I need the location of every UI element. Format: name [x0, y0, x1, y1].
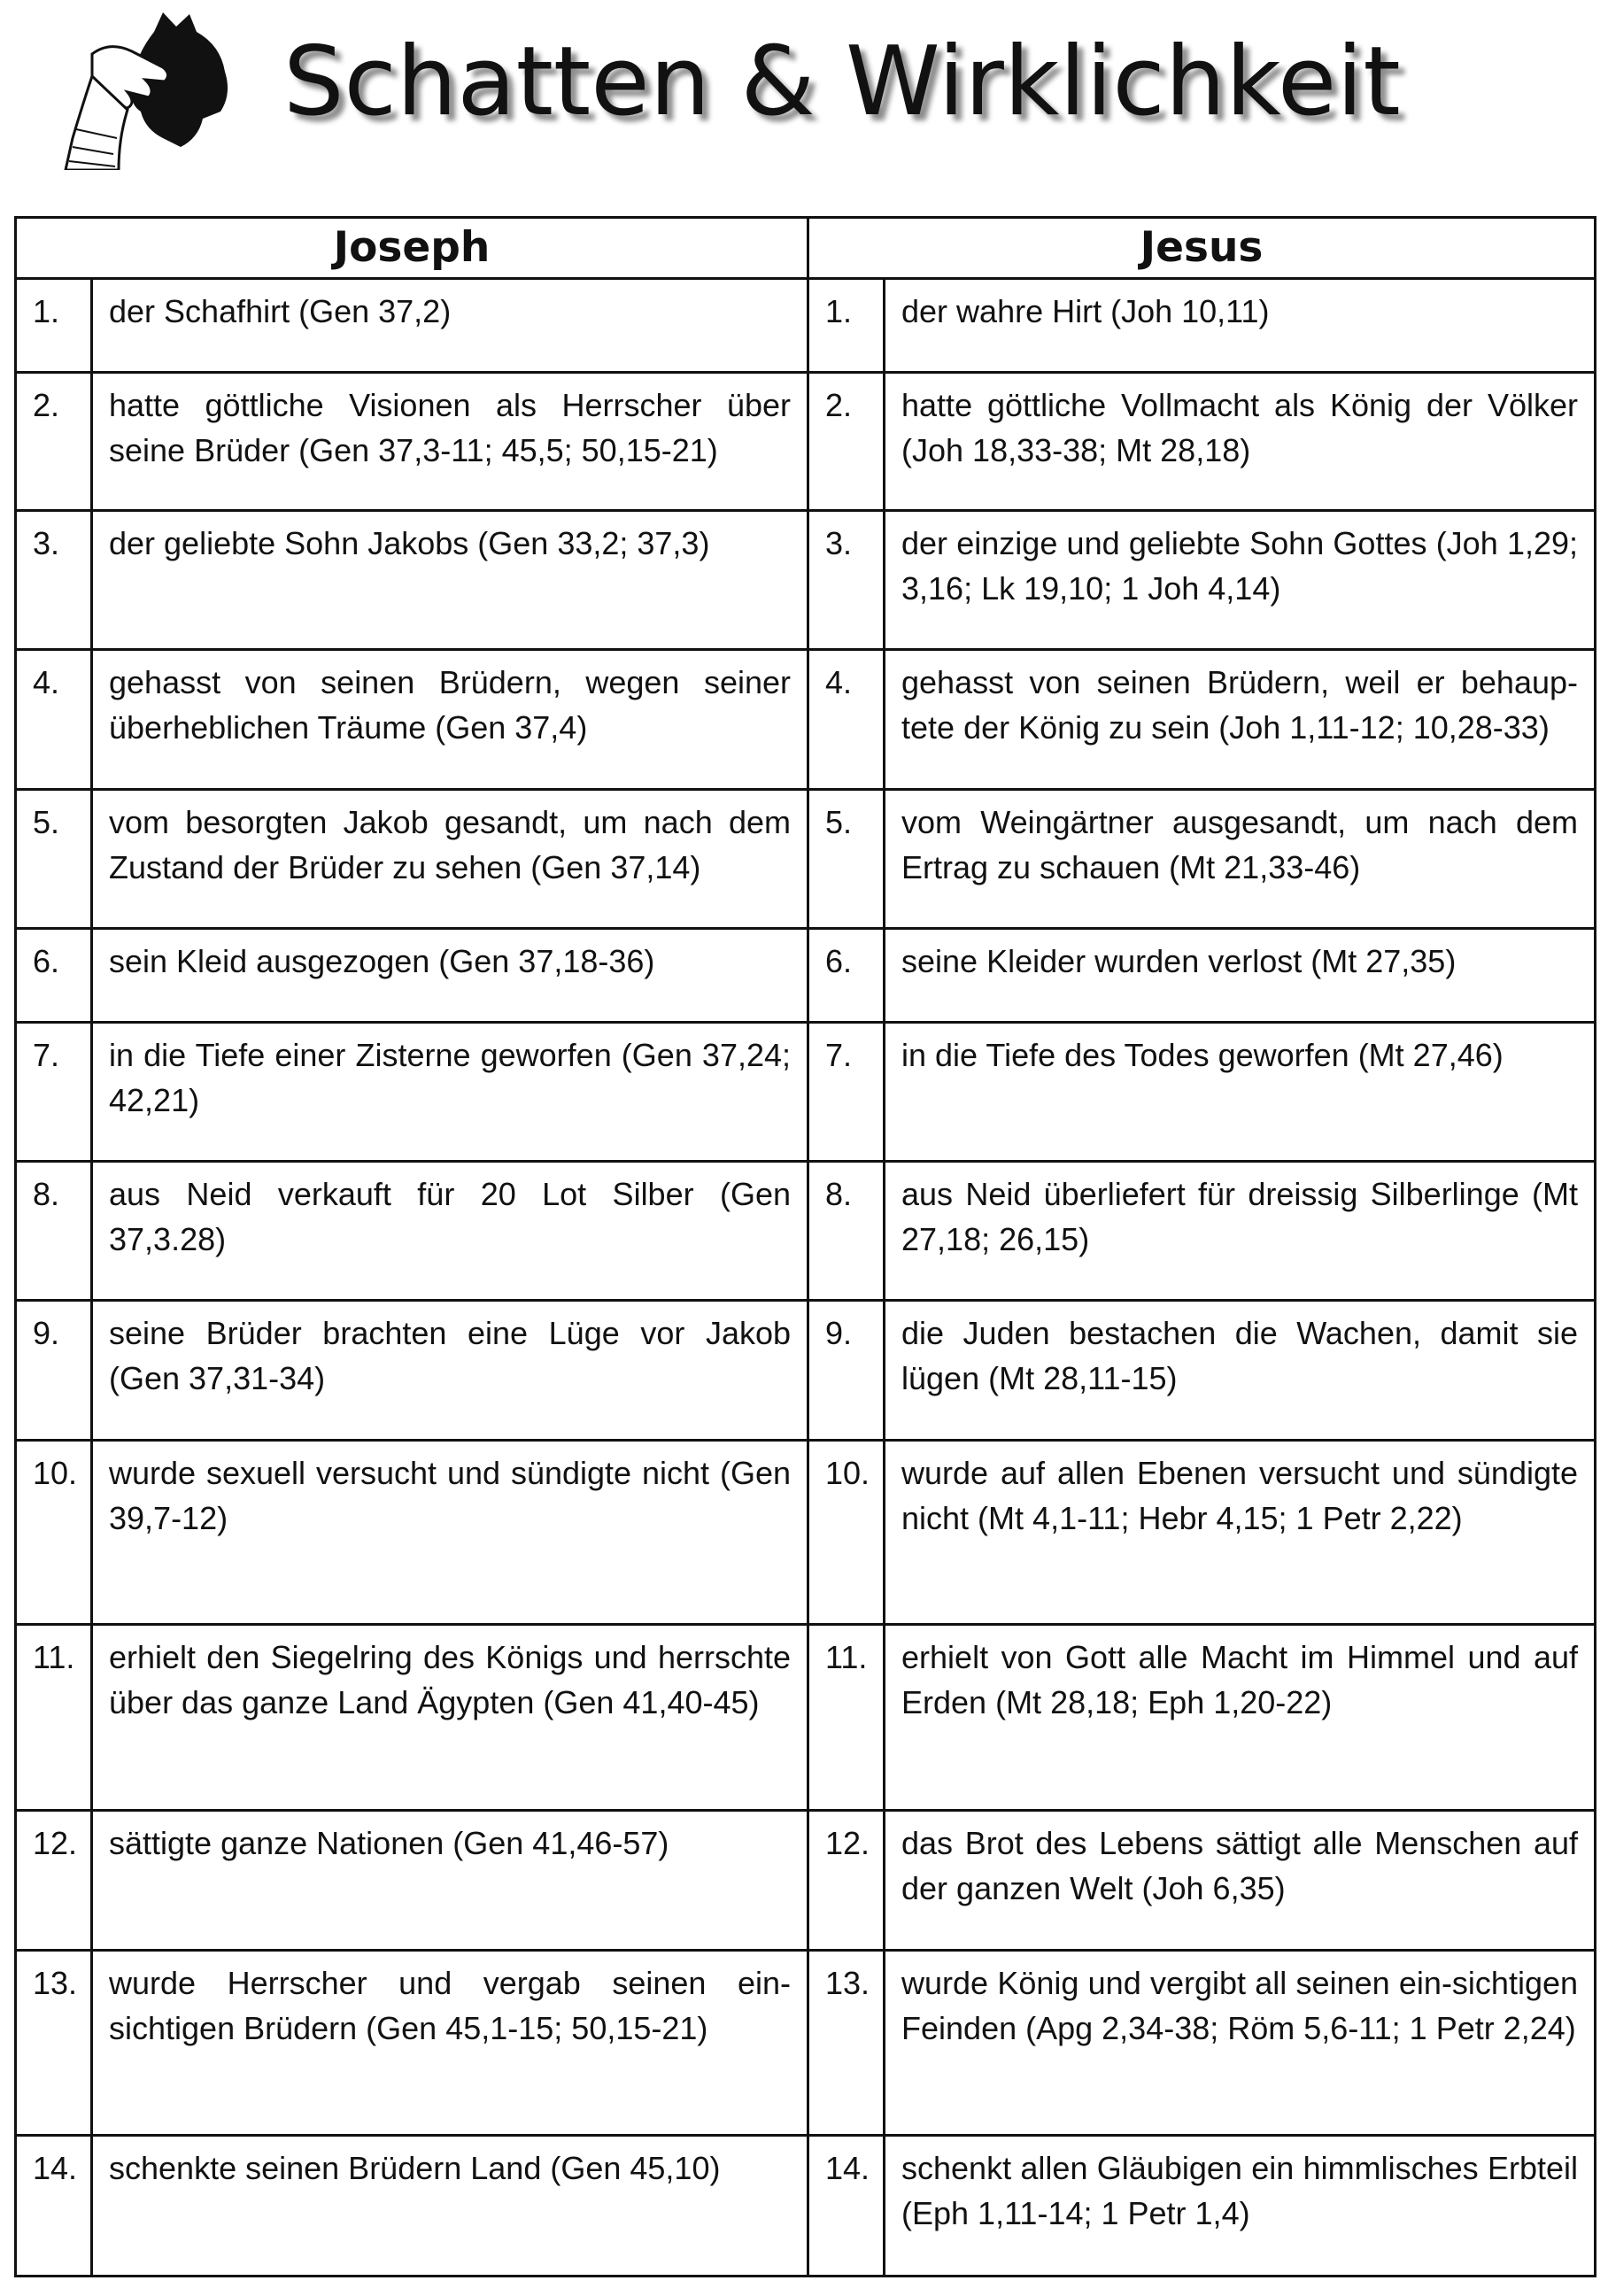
jesus-cell [885, 2136, 1596, 2277]
table-row [16, 1811, 1596, 1951]
row-number-joseph-text: 2. [33, 387, 60, 423]
table-row [16, 1301, 1596, 1441]
joseph-cell [92, 1023, 808, 1162]
row-number-jesus [808, 1162, 885, 1301]
row-number-jesus-text: 8. [825, 1176, 853, 1212]
joseph-cell-text: wurde Herrscher und vergab seinen ein-sichtigen Brüdern (Gen 45,1-15; 50,15-21) [109, 1965, 792, 2046]
joseph-cell-text: vom besorgten Jakob gesandt, um nach dem Zustand der Brüder zu sehen (Gen 37,14) [109, 804, 792, 885]
jesus-cell-text: das Brot des Lebens sättigt alle Menschen auf der ganzen Welt (Joh 6,35) [901, 1825, 1579, 1906]
row-number-joseph [16, 511, 92, 650]
table-row [16, 650, 1596, 790]
jesus-cell-text: aus Neid überliefert für dreissig Silberlinge (Mt 27,18; 26,15) [901, 1176, 1579, 1257]
joseph-cell [92, 1162, 808, 1301]
jesus-cell [885, 279, 1596, 373]
joseph-cell [92, 790, 808, 929]
table-row [16, 1023, 1596, 1162]
jesus-cell [885, 1441, 1596, 1625]
jesus-cell [885, 373, 1596, 511]
joseph-cell-text: gehasst von seinen Brüdern, wegen seiner überheblichen Träume (Gen 37,4) [109, 664, 792, 746]
jesus-cell-text: vom Weingärtner ausgesandt, um nach dem Ertrag zu schauen (Mt 21,33-46) [901, 804, 1579, 885]
jesus-cell-text: schenkt allen Gläubigen ein himmlisches Erbteil (Eph 1,11-14; 1 Petr 1,4) [901, 2150, 1579, 2231]
row-number-jesus-text: 1. [825, 293, 853, 329]
joseph-cell [92, 511, 808, 650]
row-number-joseph-text: 12. [33, 1825, 78, 1861]
row-number-joseph-text: 11. [33, 1639, 75, 1675]
row-number-joseph [16, 790, 92, 929]
jesus-cell-text: wurde König und vergibt all seinen ein-sichtigen Feinden (Apg 2,34-38; Röm 5,6-11; 1 Petr 2,24) [901, 1965, 1579, 2046]
row-number-jesus-text: 5. [825, 804, 853, 840]
row-number-jesus [808, 650, 885, 790]
row-number-jesus [808, 279, 885, 373]
row-number-joseph [16, 373, 92, 511]
table-header-row [16, 218, 1596, 279]
table-row [16, 2136, 1596, 2277]
row-number-joseph [16, 1301, 92, 1441]
row-number-joseph [16, 929, 92, 1023]
row-number-joseph [16, 279, 92, 373]
joseph-cell [92, 373, 808, 511]
jesus-cell [885, 511, 1596, 650]
joseph-cell [92, 1811, 808, 1951]
jesus-cell-text: gehasst von seinen Brüdern, weil er behaup-tete der König zu sein (Joh 1,11-12; 10,28-33) [901, 664, 1579, 746]
row-number-joseph-text: 4. [33, 664, 60, 700]
jesus-cell [885, 1625, 1596, 1811]
row-number-joseph [16, 1441, 92, 1625]
jesus-cell-text: in die Tiefe des Todes geworfen (Mt 27,46) [901, 1037, 1504, 1073]
row-number-joseph [16, 650, 92, 790]
joseph-cell [92, 650, 808, 790]
jesus-cell-text: hatte göttliche Vollmacht als König der Völker (Joh 18,33-38; Mt 28,18) [901, 387, 1579, 468]
row-number-joseph [16, 1023, 92, 1162]
row-number-jesus-text: 11. [825, 1639, 868, 1675]
row-number-jesus [808, 511, 885, 650]
joseph-cell-text: in die Tiefe einer Zisterne geworfen (Gen 37,24; 42,21) [109, 1037, 792, 1118]
jesus-cell [885, 1162, 1596, 1301]
row-number-joseph [16, 1951, 92, 2136]
row-number-jesus-text: 14. [825, 2150, 870, 2186]
jesus-cell [885, 1811, 1596, 1951]
row-number-jesus-text: 7. [825, 1037, 853, 1073]
hand-shadow-puppet-icon [57, 5, 234, 170]
row-number-joseph-text: 10. [33, 1455, 78, 1491]
page-title: Schatten & Wirklichkeit [283, 27, 1401, 137]
jesus-cell-text: die Juden bestachen die Wachen, damit sie lügen (Mt 28,11-15) [901, 1315, 1579, 1396]
jesus-cell [885, 1301, 1596, 1441]
row-number-jesus [808, 1301, 885, 1441]
joseph-cell-text: sättigte ganze Nationen (Gen 41,46-57) [109, 1825, 669, 1861]
table-row [16, 790, 1596, 929]
jesus-cell [885, 929, 1596, 1023]
joseph-cell [92, 1441, 808, 1625]
joseph-cell-text: hatte göttliche Visionen als Herrscher über seine Brüder (Gen 37,3-11; 45,5; 50,15-21) [109, 387, 792, 468]
row-number-jesus-text: 9. [825, 1315, 853, 1351]
joseph-cell-text: der geliebte Sohn Jakobs (Gen 33,2; 37,3) [109, 525, 710, 561]
row-number-jesus [808, 790, 885, 929]
row-number-joseph [16, 1811, 92, 1951]
joseph-cell [92, 929, 808, 1023]
joseph-cell-text: erhielt den Siegelring des Königs und herrschte über das ganze Land Ägypten (Gen 41,40-45) [109, 1639, 792, 1720]
joseph-cell [92, 2136, 808, 2277]
row-number-joseph-text: 5. [33, 804, 60, 840]
row-number-joseph-text: 8. [33, 1176, 60, 1212]
row-number-joseph-text: 14. [33, 2150, 78, 2186]
row-number-joseph-text: 6. [33, 943, 60, 979]
row-number-joseph-text: 13. [33, 1965, 78, 2001]
header-jesus: Jesus [808, 218, 1596, 279]
row-number-joseph-text: 9. [33, 1315, 60, 1351]
row-number-jesus [808, 1441, 885, 1625]
joseph-cell-text: aus Neid verkauft für 20 Lot Silber (Gen 37,3.28) [109, 1176, 792, 1257]
joseph-cell [92, 1625, 808, 1811]
joseph-cell-text: der Schafhirt (Gen 37,2) [109, 293, 452, 329]
row-number-jesus-text: 2. [825, 387, 853, 423]
row-number-jesus [808, 1625, 885, 1811]
row-number-jesus [808, 1951, 885, 2136]
table-row [16, 1625, 1596, 1811]
comparison-table [14, 216, 1596, 2277]
row-number-jesus [808, 1811, 885, 1951]
row-number-joseph-text: 1. [33, 293, 60, 329]
jesus-cell [885, 1023, 1596, 1162]
jesus-cell-text: der einzige und geliebte Sohn Gottes (Joh 1,29; 3,16; Lk 19,10; 1 Joh 4,14) [901, 525, 1579, 607]
table-row [16, 929, 1596, 1023]
table-row [16, 1951, 1596, 2136]
row-number-jesus-text: 3. [825, 525, 853, 561]
jesus-cell-text: erhielt von Gott alle Macht im Himmel und auf Erden (Mt 28,18; Eph 1,20-22) [901, 1639, 1579, 1720]
row-number-jesus [808, 1023, 885, 1162]
row-number-jesus [808, 373, 885, 511]
jesus-cell-text: wurde auf allen Ebenen versucht und sündigte nicht (Mt 4,1-11; Hebr 4,15; 1 Petr 2,22) [901, 1455, 1579, 1536]
jesus-cell-text: der wahre Hirt (Joh 10,11) [901, 293, 1270, 329]
header-joseph: Joseph [16, 218, 808, 279]
row-number-joseph [16, 2136, 92, 2277]
row-number-joseph [16, 1162, 92, 1301]
row-number-jesus-text: 4. [825, 664, 853, 700]
joseph-cell [92, 1951, 808, 2136]
joseph-cell-text: wurde sexuell versucht und sündigte nicht (Gen 39,7-12) [109, 1455, 792, 1536]
jesus-cell [885, 1951, 1596, 2136]
joseph-cell-text: seine Brüder brachten eine Lüge vor Jakob (Gen 37,31-34) [109, 1315, 792, 1396]
jesus-cell [885, 790, 1596, 929]
joseph-cell [92, 1301, 808, 1441]
table-row [16, 1162, 1596, 1301]
jesus-cell [885, 650, 1596, 790]
row-number-joseph-text: 3. [33, 525, 60, 561]
table-row [16, 279, 1596, 373]
joseph-cell [92, 279, 808, 373]
table-row [16, 511, 1596, 650]
table-row [16, 1441, 1596, 1625]
table-row [16, 373, 1596, 511]
row-number-jesus [808, 2136, 885, 2277]
row-number-joseph [16, 1625, 92, 1811]
jesus-cell-text: seine Kleider wurden verlost (Mt 27,35) [901, 943, 1457, 979]
row-number-jesus-text: 6. [825, 943, 853, 979]
row-number-joseph-text: 7. [33, 1037, 60, 1073]
row-number-jesus [808, 929, 885, 1023]
joseph-cell-text: sein Kleid ausgezogen (Gen 37,18-36) [109, 943, 655, 979]
row-number-jesus-text: 12. [825, 1825, 870, 1861]
row-number-jesus-text: 10. [825, 1455, 870, 1491]
row-number-jesus-text: 13. [825, 1965, 870, 2001]
joseph-cell-text: schenkte seinen Brüdern Land (Gen 45,10) [109, 2150, 721, 2186]
